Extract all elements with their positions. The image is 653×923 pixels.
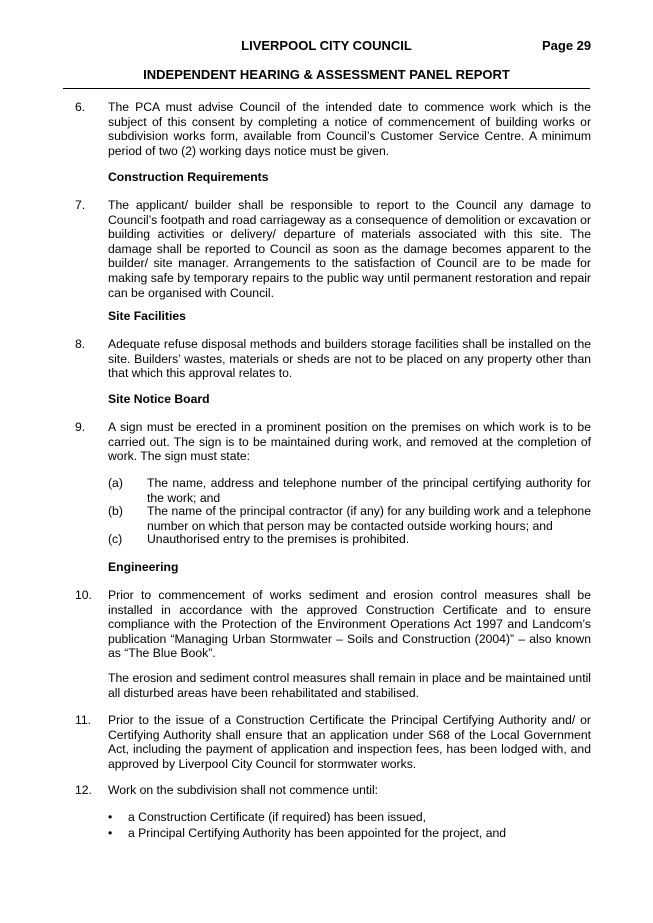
heading-engineering: Engineering xyxy=(108,560,179,574)
sub-item-label: (b) xyxy=(108,504,123,518)
header-divider xyxy=(63,88,590,89)
condition-10 xyxy=(75,588,591,661)
condition-text: The PCA must advise Council of the intended date to commence work which is the subject of this consent by completing a notice of commencement of building works or subdivision works form, available from Council’s Customer Service Centre. A minimum period of two (2) working days notice must be given. xyxy=(108,100,591,158)
condition-number: 7. xyxy=(75,198,86,212)
condition-text: Work on the subdivision shall not commence until: xyxy=(108,783,379,797)
condition-number: 12. xyxy=(75,783,92,797)
condition-number: 11. xyxy=(75,713,92,727)
sub-item-label: (a) xyxy=(108,476,123,490)
condition-9 xyxy=(75,420,591,464)
condition-text: Adequate refuse disposal methods and builders storage facilities shall be installed on the site. Builders’ wastes, materials or sheds are not to be placed on any property other than that which this approval relates to. xyxy=(108,337,591,381)
heading-site-notice-board: Site Notice Board xyxy=(108,392,210,406)
sub-item-text: Unauthorised entry to the premises is prohibited. xyxy=(147,532,410,546)
bullet-item xyxy=(108,810,591,825)
condition-number: 10. xyxy=(75,588,92,602)
condition-9-a xyxy=(108,476,591,505)
sub-item-label: (c) xyxy=(108,532,123,546)
condition-8 xyxy=(75,337,591,381)
condition-10-paragraph-2: The erosion and sediment control measures shall remain in place and be maintained until all disturbed areas have been rehabilitated and stabilised. xyxy=(108,671,591,700)
condition-7 xyxy=(75,198,591,300)
condition-6 xyxy=(75,100,591,158)
bullet-text: a Construction Certificate (if required) has been issued, xyxy=(128,810,427,824)
condition-9-c xyxy=(108,532,591,547)
page-number: Page 29 xyxy=(542,38,592,53)
report-title: INDEPENDENT HEARING & ASSESSMENT PANEL REPORT xyxy=(143,67,510,82)
heading-construction-requirements: Construction Requirements xyxy=(108,170,269,184)
sub-item-text: The name, address and telephone number of the principal certifying authority for the work; and xyxy=(147,476,591,505)
condition-text: The applicant/ builder shall be responsible to report to the Council any damage to Council’s footpath and road carriageway as a consequence of demolition or excavation or building activities or delivery/ departure of materials associated with this site. The damage shall be reported to Council as soon as the damage becomes apparent to the builder/ site manager. Arrangements to the satisfaction of Council are to be made for making safe by temporary repairs to the public way until permanent restoration and repair can be organised with Council. xyxy=(108,198,591,300)
heading-site-facilities: Site Facilities xyxy=(108,309,186,323)
condition-text: Prior to the issue of a Construction Certificate the Principal Certifying Authority and/ or Certifying Authority shall ensure that an application under S68 of the Local Government Act, including the payment of application and inspection fees, has been lodged with, and approved by Liverpool City Council for stormwater works. xyxy=(108,713,591,771)
sub-item-text: The name of the principal contractor (if any) for any building work and a telephone number on which that person may be contacted outside working hours; and xyxy=(147,504,591,533)
condition-text: A sign must be erected in a prominent position on the premises on which work is to be carried out. The sign is to be maintained during work, and removed at the completion of work. The sign must state: xyxy=(108,420,591,464)
condition-9-b xyxy=(108,504,591,533)
bullet-icon: • xyxy=(108,826,113,840)
condition-number: 9. xyxy=(75,420,86,434)
condition-12 xyxy=(75,783,591,798)
council-name: LIVERPOOL CITY COUNCIL xyxy=(241,38,412,53)
condition-11 xyxy=(75,713,591,771)
condition-text: Prior to commencement of works sediment and erosion control measures shall be installed in accordance with the approved Construction Certificate and to ensure compliance with the Protection of the Environment Operations Act 1997 and Landcom’s publication “Managing Urban Stormwater – Soils and Construction (2004)” – also known as “The Blue Book”. xyxy=(108,588,591,661)
bullet-icon: • xyxy=(108,810,113,824)
condition-number: 8. xyxy=(75,337,86,351)
condition-number: 6. xyxy=(75,100,86,114)
bullet-text: a Principal Certifying Authority has been appointed for the project, and xyxy=(128,826,507,840)
bullet-item xyxy=(108,826,591,841)
